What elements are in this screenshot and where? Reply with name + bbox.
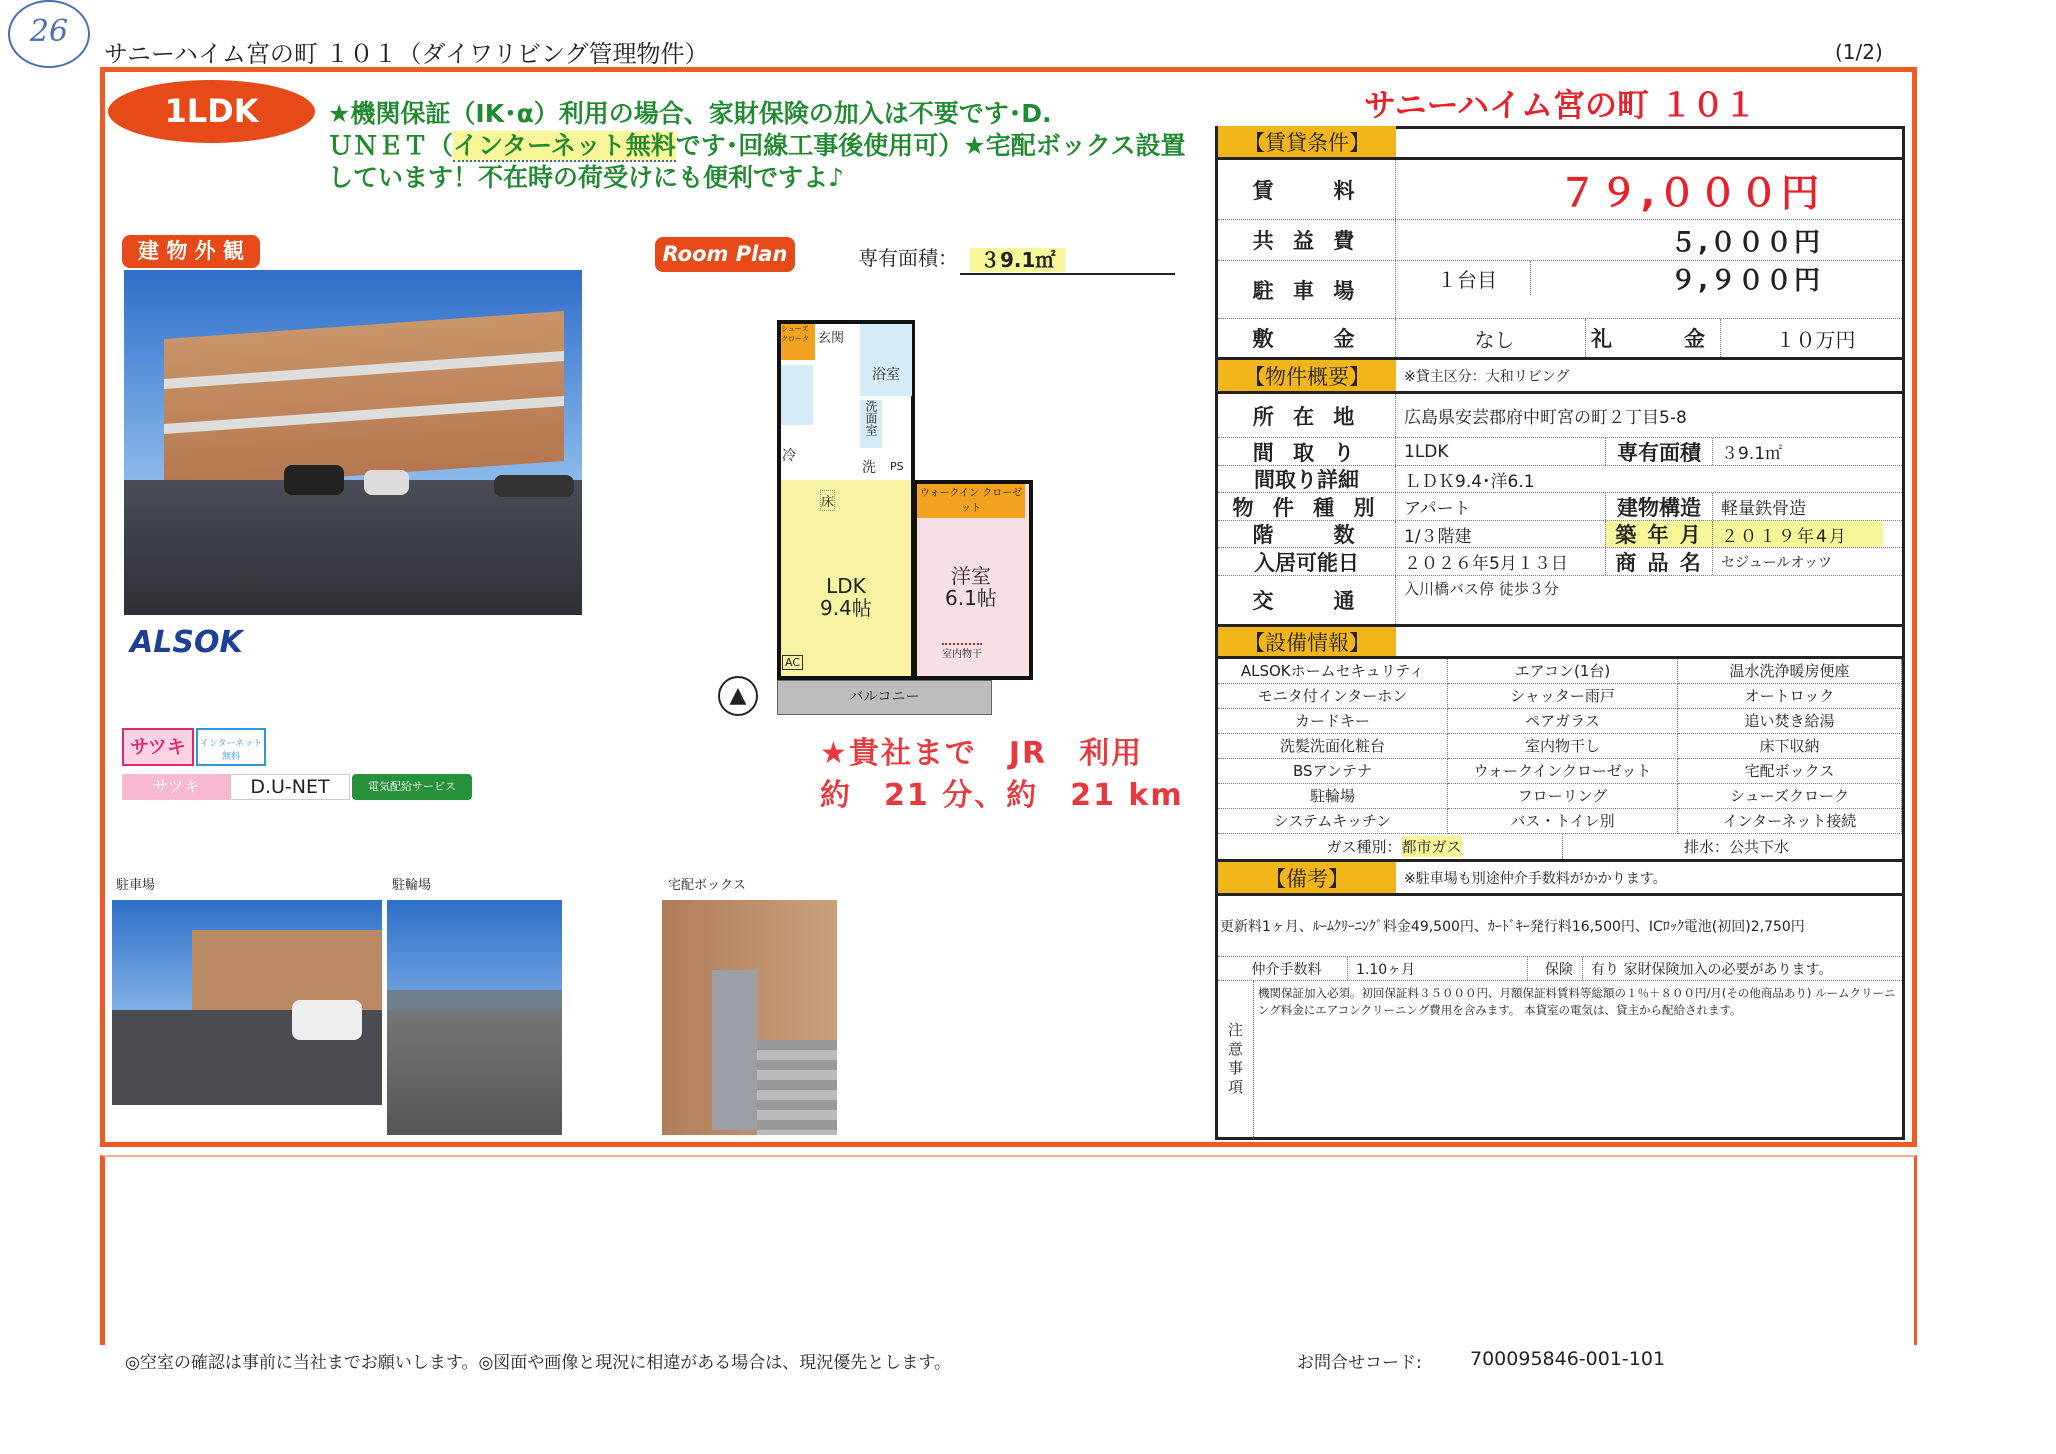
- transport-row: [1218, 576, 1902, 624]
- room-plan-label: Room Plan: [655, 237, 795, 272]
- field-label: 駐 車 場: [1218, 261, 1396, 318]
- field-label: 交 通: [1218, 576, 1396, 624]
- handwritten-access-line-1: ★貴社まで JR 利用: [820, 736, 1144, 771]
- photo-caption: 駐輪場: [392, 878, 432, 893]
- field-label: 仲介手数料: [1218, 957, 1348, 980]
- parking-row: [1218, 261, 1902, 319]
- fp-fridge: 冷: [782, 448, 796, 464]
- exterior-label: 建 物 外 観: [122, 235, 260, 268]
- equipment-item: モニタ付インターホン: [1218, 684, 1448, 709]
- notes-row: [1218, 981, 1902, 1139]
- internet-free-badge: インターネット無料: [196, 728, 266, 766]
- floor-plan: [770, 285, 1045, 715]
- fees-row: [1218, 896, 1902, 957]
- brokerage-value: 1.10ヶ月: [1348, 957, 1528, 980]
- address-value: 広島県安芸郡府中町宮の町２丁目5-8: [1404, 408, 1687, 428]
- fp-floor-storage: 床: [820, 490, 835, 511]
- remarks-note: ※駐車場も別途仲介手数料がかかります。: [1404, 870, 1667, 887]
- promo-text-part: です･回線工事後使用可）★宅配ボックス設置: [675, 131, 1186, 160]
- promo-text-part: ＵＮＥＴ（: [328, 131, 454, 160]
- fp-ac: AC: [782, 655, 803, 670]
- floors-value: 1/３階建: [1396, 521, 1606, 547]
- field-label: 商 品 名: [1606, 548, 1713, 575]
- field-label: 敷 金: [1218, 319, 1396, 357]
- inquiry-code-label: お問合せコード:: [1297, 1353, 1422, 1373]
- field-label: 間取り詳細: [1218, 466, 1396, 492]
- satsuki-badge: サツキ: [122, 728, 194, 766]
- utilities-row: [1218, 834, 1902, 859]
- page-number: (1/2): [1835, 40, 1883, 64]
- field-label: 物 件 種 別: [1218, 493, 1396, 520]
- internet-free-highlight: インターネット無料: [453, 131, 676, 160]
- rent-value: ７９,０００円: [1558, 171, 1822, 215]
- delivery-box-photo: [662, 900, 837, 1135]
- floors-row: [1218, 521, 1902, 548]
- section-title: 【物件概要】: [1218, 360, 1396, 391]
- section-title: 【賃貸条件】: [1218, 126, 1396, 157]
- layout-detail-value: ＬＤＫ9.4･洋6.1: [1404, 471, 1535, 492]
- equipment-item: フローリング: [1448, 784, 1678, 809]
- fp-washer: 洗: [862, 460, 876, 476]
- gas-label: ガス種別：: [1326, 838, 1402, 856]
- bicycle-parking-photo: [387, 900, 562, 1135]
- deposit-value: なし: [1396, 319, 1586, 357]
- notes-value: 機関保証加入必須。初回保証料３５０００円、月額保証料賃料等総額の１％＋８００円/月(その他商品あり) ルームクリーニング料金にエアコンクリーニング費用を含みます。 本貸室の電気は、貸主から配給されます。: [1258, 986, 1896, 1017]
- layout-detail-row: [1218, 466, 1902, 493]
- fp-washroom: 洗面室: [860, 400, 882, 448]
- field-label: 注意事項: [1218, 981, 1254, 1139]
- equipment-item: 洗髪洗面化粧台: [1218, 734, 1448, 759]
- equipment-item: 追い焚き給湯: [1678, 709, 1902, 734]
- fp-western-size: 6.1帖: [945, 586, 997, 610]
- gas-value: 都市ガス: [1401, 838, 1462, 856]
- field-label: 入居可能日: [1218, 548, 1396, 575]
- field-label: 建物構造: [1606, 493, 1713, 520]
- owner-note: ※貸主区分：大和リビング: [1404, 368, 1570, 385]
- address-row: [1218, 394, 1902, 438]
- property-info-table: [1215, 126, 1905, 1140]
- equipment-item: シャッター雨戸: [1448, 684, 1678, 709]
- layout-value: 1LDK: [1396, 438, 1606, 465]
- equipment-item: BSアンテナ: [1218, 759, 1448, 784]
- equipment-item: ペアガラス: [1448, 709, 1678, 734]
- equipment-item: カードキー: [1218, 709, 1448, 734]
- parking-note: １台目: [1396, 261, 1531, 295]
- promo-line-1: ★機関保証（IK･α）利用の場合、家財保険の加入は不要です･D.: [328, 99, 1052, 128]
- fp-ldk-label: LDK: [826, 574, 866, 598]
- equipment-item: 宅配ボックス: [1678, 759, 1902, 784]
- transport-value: 入川橋バス停 徒歩３分: [1404, 579, 1559, 598]
- promo-line-3: しています！不在時の荷受けにも便利ですよ♪: [328, 163, 844, 192]
- photo-caption: 宅配ボックス: [668, 878, 746, 893]
- common-fee-value: ５,０００円: [1670, 227, 1822, 258]
- equipment-grid: [1218, 659, 1902, 834]
- field-label: 築 年 月: [1606, 521, 1713, 547]
- promo-line-2: [328, 130, 1203, 162]
- handwritten-page-number: 26: [8, 0, 90, 68]
- drain-value: 排水：公共下水: [1683, 838, 1789, 856]
- field-label: 共 益 費: [1218, 220, 1396, 260]
- document-title: サニーハイム宮の町 １０１（ダイワリビング管理物件）: [104, 40, 709, 68]
- building-exterior-photo: [124, 270, 582, 615]
- layout-row: [1218, 438, 1902, 466]
- type-value: アパート: [1396, 493, 1606, 520]
- section-title: 【設備情報】: [1218, 627, 1396, 656]
- footer-disclaimer: ◎空室の確認は事前に当社までお願いします。◎図面や画像と現況に相違がある場合は、現況優先とします。: [125, 1353, 951, 1373]
- built-value: ２０１９年4月: [1713, 521, 1883, 547]
- equipment-item: ウォークインクローゼット: [1448, 759, 1678, 784]
- fp-balcony: バルコニー: [777, 680, 992, 715]
- deposit-row: [1218, 319, 1902, 357]
- equipment-item: 温水洗浄暖房便座: [1678, 659, 1902, 684]
- electric-service-badge: 電気配給サービス: [352, 774, 472, 800]
- field-label: 礼 金: [1586, 319, 1721, 357]
- dunet-badge: D.U-NET: [230, 774, 350, 800]
- fp-shoes-closet: シューズ クローク: [781, 324, 815, 360]
- field-label: 専有面積: [1606, 438, 1713, 465]
- fp-ldk-size: 9.4帖: [820, 596, 872, 620]
- key-money-value: １０万円: [1775, 327, 1856, 352]
- move-in-value: ２０２６年5月１３日: [1396, 548, 1606, 575]
- equipment-item: 床下収納: [1678, 734, 1902, 759]
- equipment-item: 駐輪場: [1218, 784, 1448, 809]
- field-label: 賃 料: [1218, 160, 1396, 219]
- parking-photo: [112, 900, 382, 1105]
- rental-conditions-header: [1218, 126, 1902, 160]
- area-value: ３9.1㎡: [1721, 444, 1783, 464]
- photo-caption: 駐車場: [116, 878, 156, 893]
- field-label: 階 数: [1218, 521, 1396, 547]
- fp-entrance: 玄関: [818, 331, 845, 346]
- equipment-item: 室内物干し: [1448, 734, 1678, 759]
- equipment-item: ALSOKホームセキュリティ: [1218, 659, 1448, 684]
- promo-text: [328, 98, 1203, 194]
- inquiry-code: 700095846-001-101: [1470, 1348, 1666, 1370]
- area-value: [960, 244, 1175, 275]
- fp-bath: 浴室: [860, 324, 912, 396]
- north-arrow-icon: ▲: [718, 676, 758, 716]
- fees-value: 更新料1ヶ月、ﾙｰﾑｸﾘｰﾆﾝｸﾞ料金49,500円、ｶｰﾄﾞｷｰ発行料16,500円、ICﾛｯｸ電池(初回)2,750円: [1220, 919, 1805, 935]
- fp-drying: 室内物干: [942, 643, 982, 660]
- alsok-logo: ALSOK: [130, 625, 243, 660]
- structure-value: 軽量鉄骨造: [1721, 499, 1806, 519]
- overview-header: [1218, 357, 1902, 394]
- field-label: 所 在 地: [1218, 394, 1396, 437]
- equipment-item: バス・トイレ別: [1448, 809, 1678, 834]
- equipment-item: エアコン(1台): [1448, 659, 1678, 684]
- remarks-header: [1218, 859, 1902, 896]
- property-name: サニーハイム宮の町 １０１: [1363, 86, 1757, 124]
- layout-badge: 1LDK: [108, 80, 315, 143]
- brokerage-row: [1218, 957, 1902, 981]
- field-label: 間 取 り: [1218, 438, 1396, 465]
- product-value: セジュールオッツ: [1721, 554, 1833, 571]
- move-in-row: [1218, 548, 1902, 576]
- fp-western-room: [945, 565, 997, 609]
- fp-ps: PS: [890, 460, 904, 473]
- equipment-item: シューズクローク: [1678, 784, 1902, 809]
- fp-walkin-closet: ウォークイン クローゼット: [917, 484, 1025, 518]
- rent-row: [1218, 160, 1902, 220]
- common-fee-row: [1218, 220, 1902, 261]
- parking-fee-value: ９,９００円: [1670, 265, 1822, 296]
- satsuki-strip: サツキ: [122, 774, 230, 800]
- area-value-text: ３9.1㎡: [970, 248, 1065, 272]
- fp-western-label: 洋室: [950, 564, 991, 588]
- secondary-frame: [100, 1155, 1917, 1345]
- equipment-item: オートロック: [1678, 684, 1902, 709]
- handwritten-access-line-2: 約 21 分、約 21 km: [820, 778, 1184, 813]
- insurance-value: 有り 家財保険加入の必要があります。: [1591, 961, 1833, 978]
- equipment-item: システムキッチン: [1218, 809, 1448, 834]
- equipment-item: インターネット接続: [1678, 809, 1902, 834]
- area-label: 専有面積：: [858, 246, 958, 270]
- section-title: 【備考】: [1218, 862, 1396, 893]
- field-label: 保険: [1528, 957, 1583, 980]
- fp-ldk: [820, 575, 872, 619]
- type-row: [1218, 493, 1902, 521]
- equipment-header: [1218, 624, 1902, 659]
